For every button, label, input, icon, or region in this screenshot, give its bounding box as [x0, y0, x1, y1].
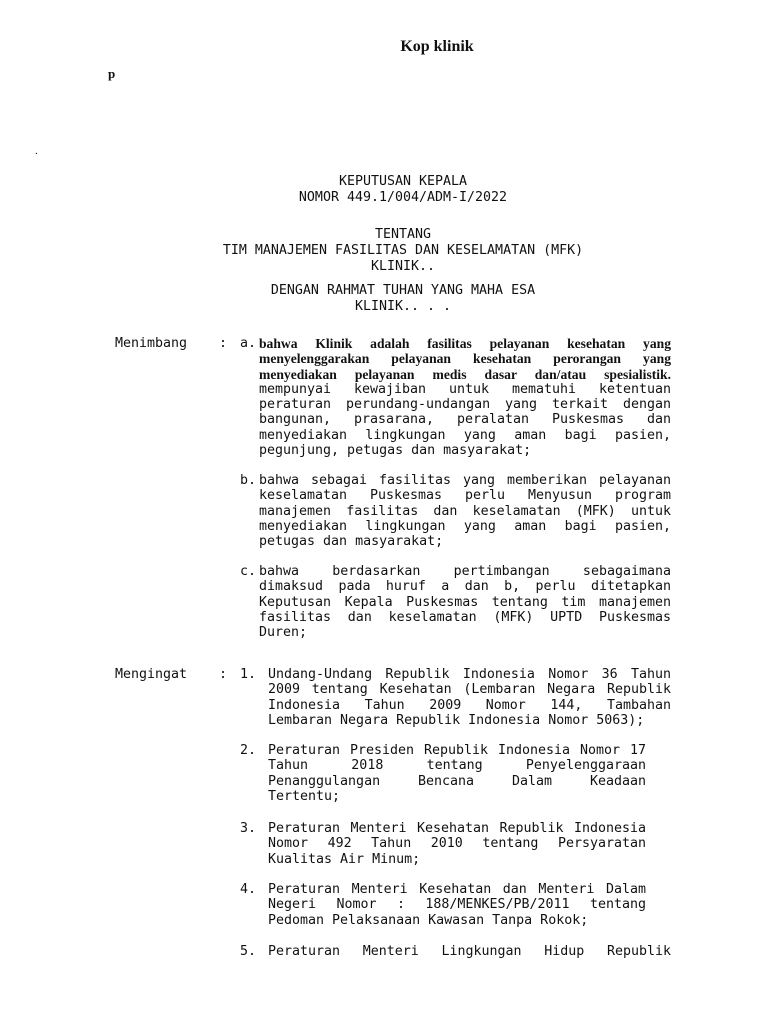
item-2-text	[268, 743, 646, 804]
item-4-text	[268, 882, 646, 928]
decree-title: KEPUTUSAN KEPALA	[338, 174, 468, 189]
item-3-line: Peraturan Menteri Kesehatan Republik Indonesia	[268, 821, 646, 836]
stray-letter: p	[108, 66, 116, 81]
item-1-line: Undang-Undang Republik Indonesia Nomor 36 Tahun	[268, 667, 671, 682]
item-3-line: Nomor 492 Tahun 2010 tentang Persyaratan	[268, 836, 646, 852]
item-a-line: pegunjung, petugas dan masyarakat;	[259, 443, 532, 459]
decree-subject: TIM MANAJEMEN FASILITAS DAN KESELAMATAN (MFK)	[222, 243, 584, 258]
item-c-text	[259, 564, 671, 640]
item-b-line: petugas dan masyarakat;	[259, 534, 444, 550]
item-5-line: Peraturan Menteri Lingkungan Hidup Republik	[268, 944, 671, 959]
item-c-line: dimaksud pada huruf a dan b, perlu ditetapkan	[259, 579, 671, 595]
item-5-marker: 5.	[240, 944, 257, 959]
item-3-text	[268, 821, 646, 867]
item-4-line: Pedoman Pelaksanaan Kawasan Tanpa Rokok;	[268, 912, 589, 928]
invocation: DENGAN RAHMAT TUHAN YANG MAHA ESA	[270, 283, 536, 298]
item-a-bold-line: bahwa Klinik adalah fasilitas pelayanan kesehatan yang	[259, 336, 671, 351]
item-a-bold-line: menyediakan pelayanan medis dasar dan/atau spesialistik.	[259, 366, 671, 382]
item-1-line: Lembaran Negara Republik Indonesia Nomor 5063);	[268, 712, 645, 728]
item-2-marker: 2.	[240, 743, 257, 758]
item-b-line: bahwa sebagai fasilitas yang memberikan pelayanan	[259, 473, 671, 488]
mengingat-colon: :	[219, 667, 228, 682]
clinic-letterhead: Kop klinik	[400, 38, 474, 55]
item-c-line: bahwa berdasarkan pertimbangan sebagaimana	[259, 564, 671, 579]
item-b-line: menyediakan lingkungan yang aman bagi pasien,	[259, 518, 671, 534]
item-4-marker: 4.	[240, 882, 257, 897]
item-1-line: Indonesia Tahun 2009 Nomor 144, Tambahan	[268, 697, 671, 713]
clinic-name-2: KLINIK.. . .	[354, 299, 452, 314]
item-5-text	[268, 944, 671, 959]
item-2-line: Peraturan Presiden Republik Indonesia Nomor 17	[268, 743, 646, 758]
stray-dot: .	[35, 145, 38, 157]
item-a-line: bangunan, prasarana, peralatan Puskesmas dan	[259, 412, 671, 428]
item-2-line: Penanggulangan Bencana Dalam Keadaan	[268, 773, 646, 789]
item-b-text	[259, 473, 671, 549]
item-a-text	[259, 336, 671, 458]
item-4-line: Peraturan Menteri Kesehatan dan Menteri Dalam	[268, 882, 646, 897]
item-3-marker: 3.	[240, 821, 257, 836]
item-b-line: keselamatan Puskesmas perlu Menyusun program	[259, 488, 671, 504]
item-b-line: manajemen fasilitas dan keselamatan (MFK) untuk	[259, 503, 671, 519]
clinic-name: KLINIK..	[370, 259, 436, 274]
item-a-line: mempunyai kewajiban untuk mematuhi ketentuan	[259, 381, 671, 397]
menimbang-label: Menimbang	[115, 336, 188, 351]
item-a-line: peraturan perundang-undangan yang terkait dengan	[259, 397, 671, 413]
mengingat-label: Mengingat	[115, 667, 188, 682]
menimbang-colon: :	[219, 336, 228, 351]
item-a-marker: a.	[240, 336, 257, 351]
item-2-line: Tertentu;	[268, 788, 341, 804]
item-c-line: Keputusan Kepala Puskesmas tentang tim manajemen	[259, 594, 671, 610]
item-a-bold-line: menyelenggarakan pelayanan kesehatan perorangan yang	[259, 351, 671, 367]
decree-number: NOMOR 449.1/004/ADM-I/2022	[298, 190, 508, 205]
item-1-line: 2009 tentang Kesehatan (Lembaran Negara Republik	[268, 682, 671, 698]
about-heading: TENTANG	[374, 227, 432, 242]
item-2-line: Tahun 2018 tentang Penyelenggaraan	[268, 758, 646, 774]
item-b-marker: b.	[240, 473, 257, 488]
item-3-line: Kualitas Air Minum;	[268, 851, 421, 867]
item-c-line: Duren;	[259, 625, 308, 641]
item-4-line: Negeri Nomor : 188/MENKES/PB/2011 tentang	[268, 897, 646, 913]
item-c-line: fasilitas dan keselamatan (MFK) UPTD Puskesmas	[259, 609, 671, 625]
item-c-marker: c.	[240, 564, 257, 579]
item-1-text	[268, 667, 671, 728]
item-a-line: menyediakan lingkungan yang aman bagi pasien,	[259, 427, 671, 443]
item-1-marker: 1.	[240, 667, 257, 682]
